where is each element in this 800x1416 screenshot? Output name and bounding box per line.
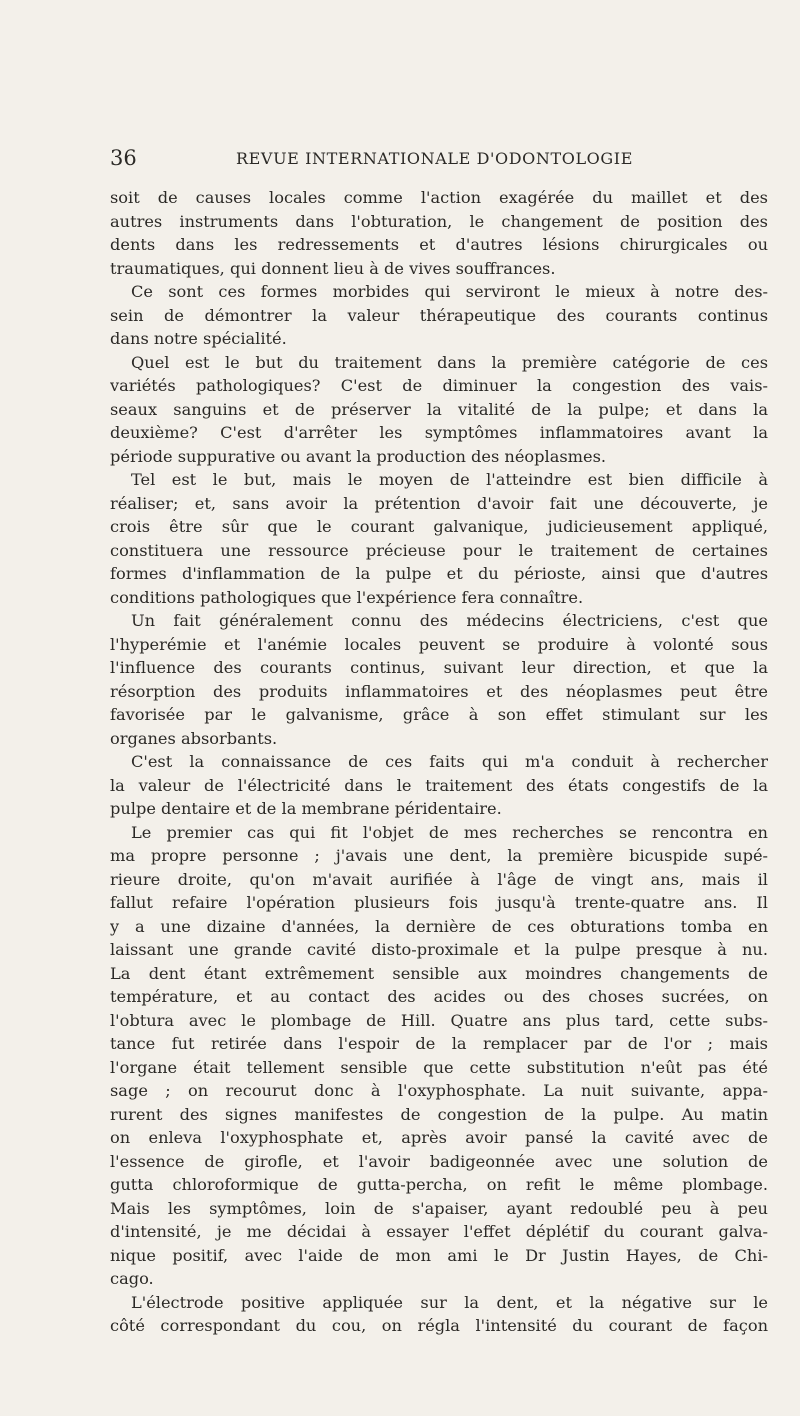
text-line: température, et au contact des acides ou des choses sucrées, on xyxy=(110,987,768,1006)
running-title: REVUE INTERNATIONALE D'ODONTOLOGIE xyxy=(236,149,633,168)
text-line: La dent étant extrêmement sensible aux moindres changements de xyxy=(110,963,768,983)
text-line: gutta chloroformique de gutta-percha, on refit le même plombage. xyxy=(110,1175,768,1194)
text-line: organes absorbants. xyxy=(110,728,278,748)
text-line: la valeur de l'électricité dans le traitement des états congestifs de la xyxy=(110,775,768,795)
text-line: période suppurative ou avant la production des néoplasmes. xyxy=(110,446,607,466)
body-text xyxy=(110,186,768,1338)
text-line: côté correspondant du cou, on régla l'intensité du courant de façon xyxy=(110,1316,768,1335)
text-line: autres instruments dans l'obturation, le changement de position des xyxy=(110,211,768,231)
text-line: Ce sont ces formes morbides qui serviront le mieux à notre des- xyxy=(131,282,768,301)
page-number: 36 xyxy=(110,146,137,170)
text-line: soit de causes locales comme l'action exagérée du maillet et des xyxy=(110,188,768,207)
text-line: constituera une ressource précieuse pour le traitement de certaines xyxy=(110,540,768,560)
text-line: l'influence des courants continus, suivant leur direction, et que la xyxy=(110,658,768,677)
text-line: réaliser; et, sans avoir la prétention d'avoir fait une découverte, je xyxy=(110,493,768,513)
text-line: laissant une grande cavité disto-proximale et la pulpe presque à nu. xyxy=(110,940,768,959)
text-line: Mais les symptômes, loin de s'apaiser, ayant redoublé peu à peu xyxy=(110,1198,768,1218)
text-line: l'organe était tellement sensible que cette substitution n'eût pas été xyxy=(110,1057,768,1077)
text-line: conditions pathologiques que l'expérience fera connaître. xyxy=(110,587,584,607)
text-line: rieure droite, qu'on m'avait aurifiée à l'âge de vingt ans, mais il xyxy=(110,869,768,889)
text-line: dans notre spécialité. xyxy=(110,329,287,348)
text-line: Un fait généralement connu des médecins électriciens, c'est que xyxy=(131,611,768,630)
text-line: l'essence de girofle, et l'avoir badigeonnée avec une solution de xyxy=(110,1151,768,1171)
text-line: tance fut retirée dans l'espoir de la remplacer par de l'or ; mais xyxy=(110,1034,768,1053)
text-line: pulpe dentaire et de la membrane péridentaire. xyxy=(110,799,502,818)
text-line: fallut refaire l'opération plusieurs fois jusqu'à trente-quatre ans. Il xyxy=(110,893,768,912)
text-line: sage ; on recourut donc à l'oxyphosphate. La nuit suivante, appa- xyxy=(110,1081,768,1100)
text-line: Quel est le but du traitement dans la première catégorie de ces xyxy=(131,352,768,372)
text-line: favorisée par le galvanisme, grâce à son effet stimulant sur les xyxy=(110,705,768,724)
text-line: formes d'inflammation de la pulpe et du périoste, ainsi que d'autres xyxy=(110,564,768,583)
text-line: d'intensité, je me décidai à essayer l'effet déplétif du courant galva- xyxy=(110,1222,768,1241)
text-line: dents dans les redressements et d'autres lésions chirurgicales ou xyxy=(110,235,768,254)
text-line: C'est la connaissance de ces faits qui m'a conduit à rechercher xyxy=(131,752,768,771)
page-header xyxy=(110,143,760,173)
text-line: y a une dizaine d'années, la dernière de ces obturations tomba en xyxy=(110,916,768,936)
text-line: ma propre personne ; j'avais une dent, la première bicuspide supé- xyxy=(110,846,768,865)
text-line: seaux sanguins et de préserver la vitalité de la pulpe; et dans la xyxy=(110,399,768,419)
text-line: Le premier cas qui fit l'objet de mes recherches se rencontra en xyxy=(131,822,768,842)
text-line: variétés pathologiques? C'est de diminuer la congestion des vais- xyxy=(110,376,768,395)
text-line: cago. xyxy=(110,1269,154,1288)
text-line: rurent des signes manifestes de congestion de la pulpe. Au matin xyxy=(110,1104,768,1124)
text-line: Tel est le but, mais le moyen de l'atteindre est bien difficile à xyxy=(131,470,768,489)
text-line: l'hyperémie et l'anémie locales peuvent se produire à volonté sous xyxy=(110,634,768,654)
text-line: nique positif, avec l'aide de mon ami le Dr Justin Hayes, de Chi- xyxy=(110,1245,768,1265)
text-line: crois être sûr que le courant galvanique, judicieusement appliqué, xyxy=(110,517,768,536)
text-line: résorption des produits inflammatoires et des néoplasmes peut être xyxy=(110,681,768,701)
text-line: traumatiques, qui donnent lieu à de vives souffrances. xyxy=(110,258,556,278)
text-line: deuxième? C'est d'arrêter les symptômes inflammatoires avant la xyxy=(110,423,768,442)
text-line: L'électrode positive appliquée sur la dent, et la négative sur le xyxy=(131,1292,768,1312)
text-line: sein de démontrer la valeur thérapeutique des courants continus xyxy=(110,305,768,325)
text-line: on enleva l'oxyphosphate et, après avoir pansé la cavité avec de xyxy=(110,1128,768,1147)
text-line: l'obtura avec le plombage de Hill. Quatre ans plus tard, cette subs- xyxy=(110,1010,768,1030)
